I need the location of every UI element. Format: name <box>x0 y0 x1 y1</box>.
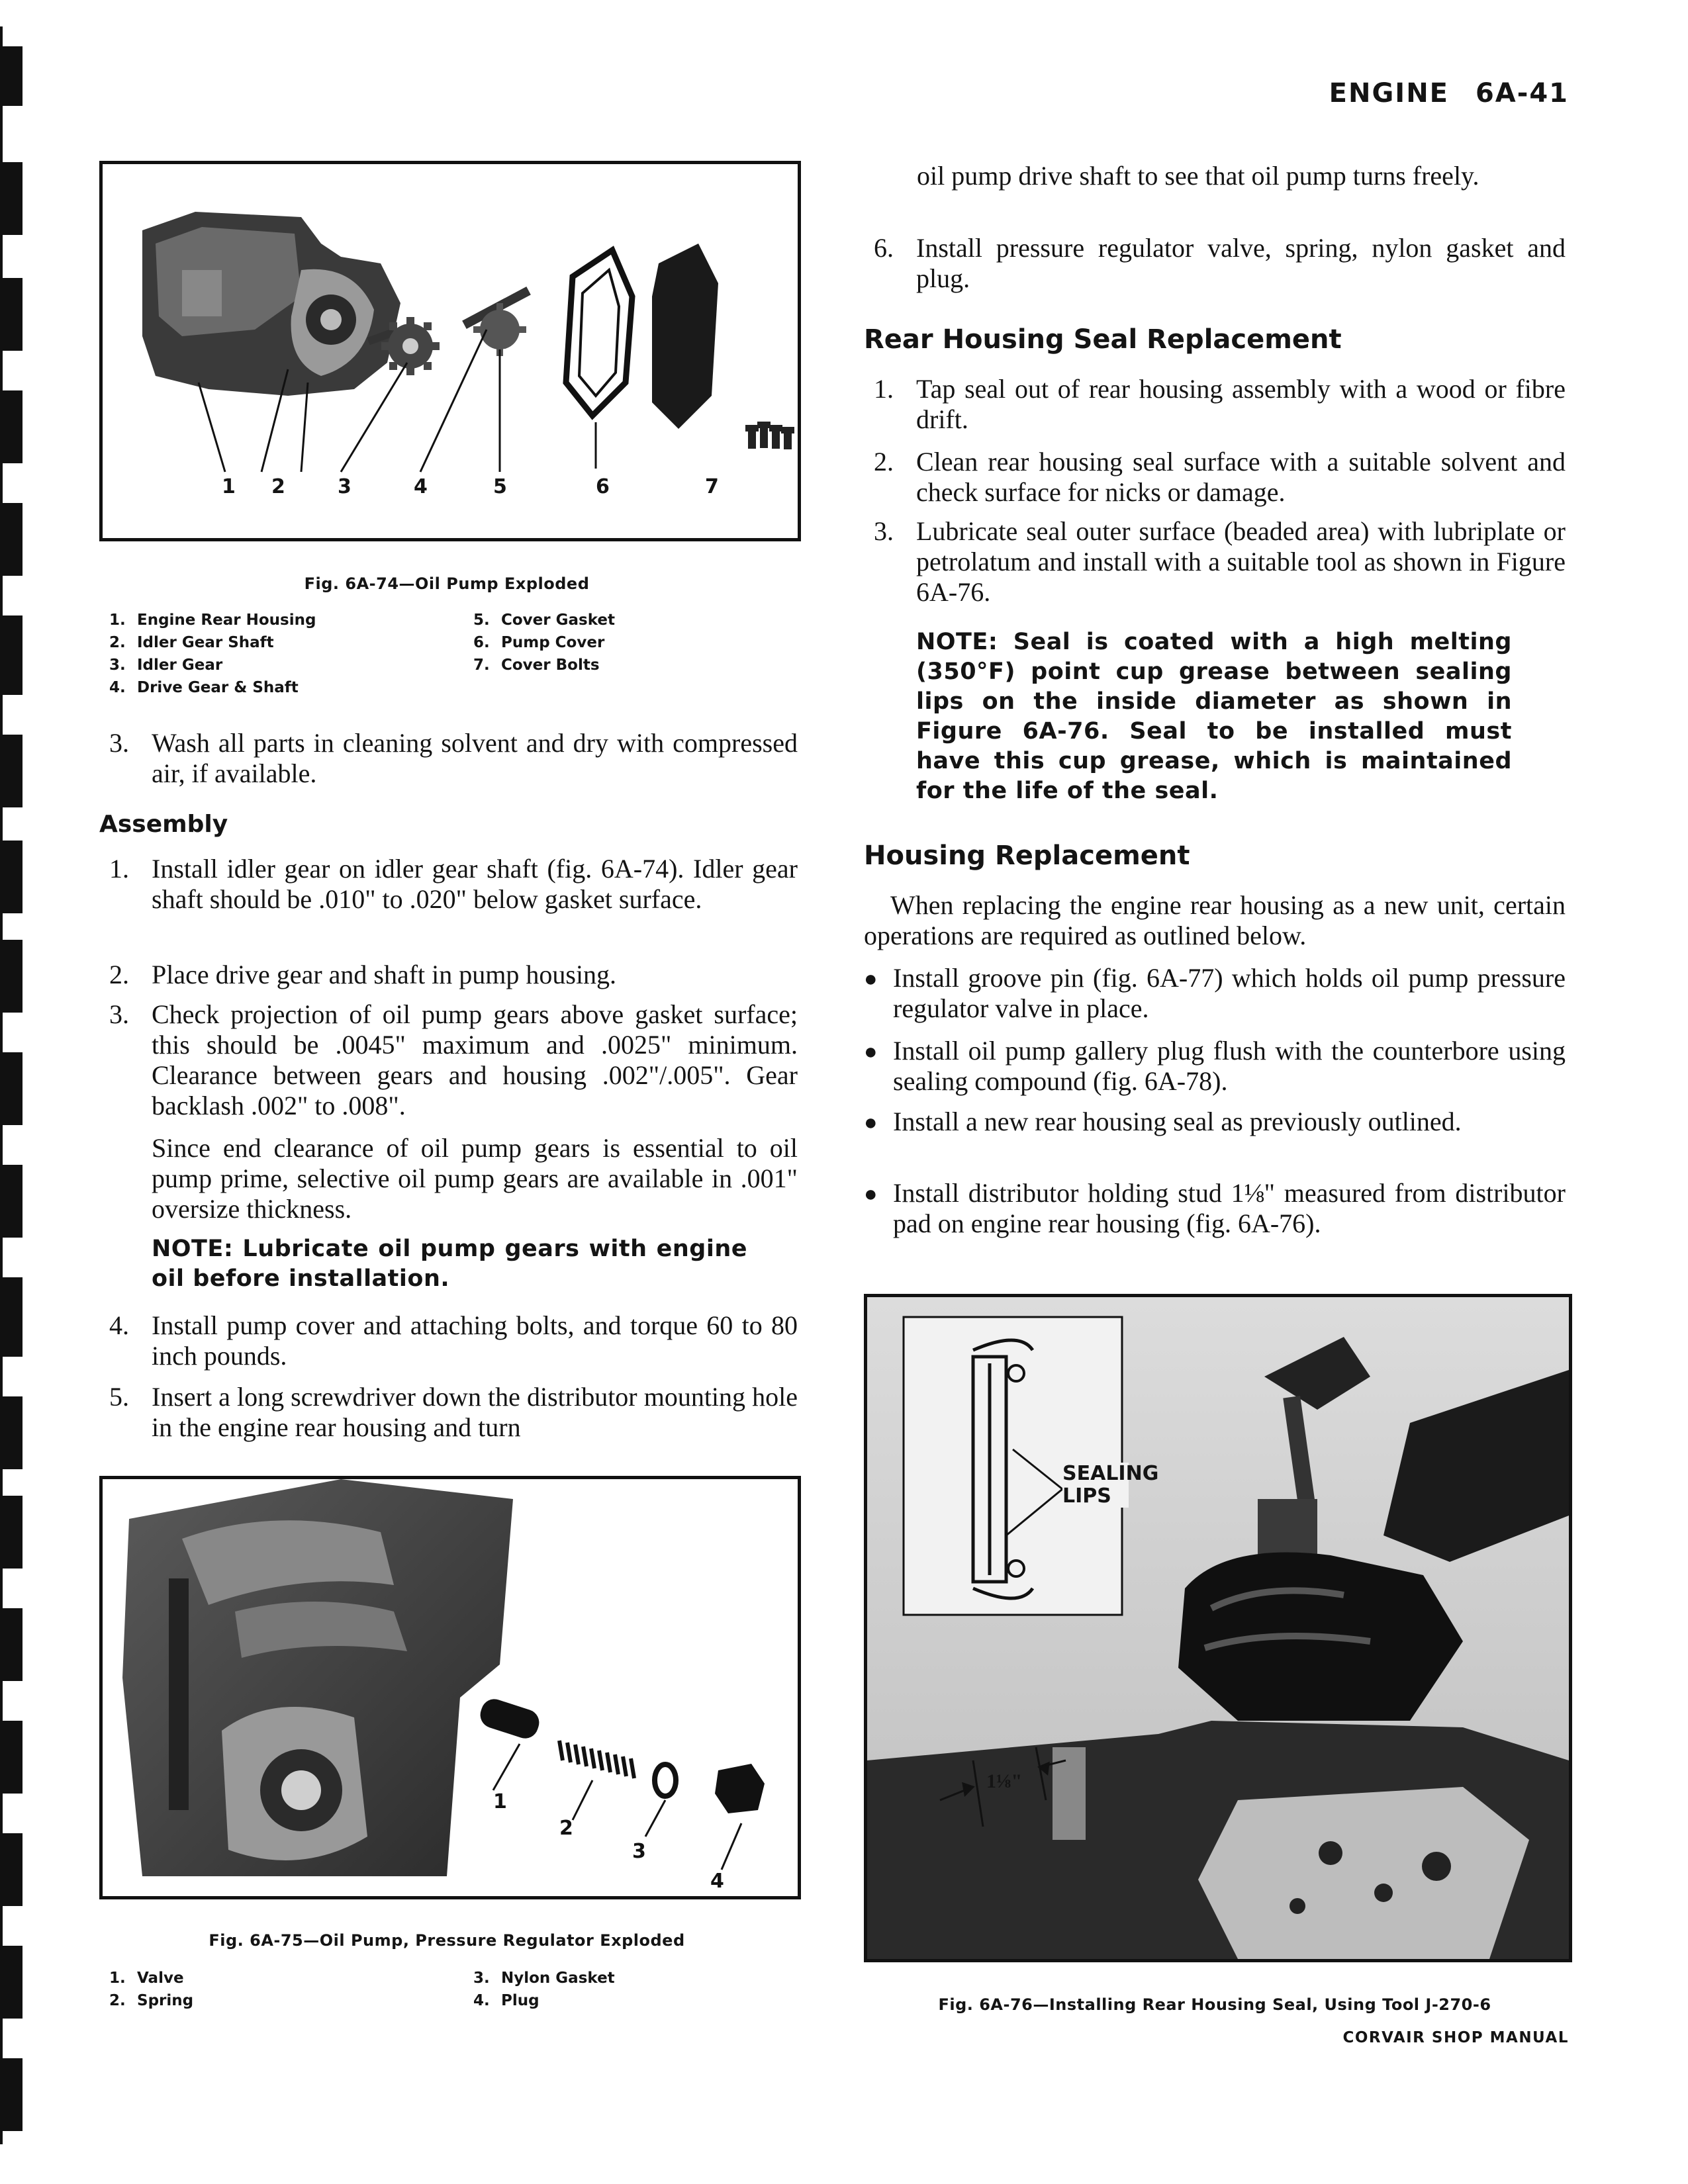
binding-mark <box>0 1608 23 1681</box>
page-header <box>1313 78 1569 109</box>
fig74-label: 5 <box>493 475 507 498</box>
header-page-number: 6A-41 <box>1475 78 1569 109</box>
fig74-legend-left: 1. Engine Rear Housing 2. Idler Gear Shaft 3. Idler Gear 4. Drive Gear & Shaft <box>109 612 316 696</box>
step-6: 6. Install pressure regulator valve, spring, nylon gasket and plug. <box>874 233 1566 293</box>
housing-replacement-heading: Housing Replacement <box>864 841 1190 871</box>
assembly-step-3: 3. Check projection of oil pump gears above gasket surface; this should be .0045" maximum and .0025" minimum. Clearance between gears and housing .002"/.005". Gear backlash .002" to .008". <box>109 999 798 1120</box>
page-footer: CORVAIR SHOP MANUAL <box>1342 2029 1569 2046</box>
rear-housing-seal-install-photo <box>867 1297 1569 1959</box>
fig75-label: 4 <box>710 1870 724 1893</box>
binding-mark <box>0 2058 23 2131</box>
fig74-label: 7 <box>705 475 719 498</box>
binding-mark <box>0 278 23 351</box>
assembly-step-5: 5. Insert a long screwdriver down the distributor mounting hole in the engine rear housing and turn <box>109 1382 798 1442</box>
fig75-label: 3 <box>632 1840 646 1863</box>
assembly-heading: Assembly <box>99 811 228 838</box>
assembly-step-4: 4. Install pump cover and attaching bolts, and torque 60 to 80 inch pounds. <box>109 1310 798 1371</box>
fig74-legend-right: 5. Cover Gasket 6. Pump Cover 7. Cover Bolts <box>473 612 615 674</box>
header-section: ENGINE <box>1329 78 1449 109</box>
pressure-regulator-exploded-photo <box>103 1479 798 1896</box>
figure-6a-74 <box>99 161 801 541</box>
fig74-caption: Fig. 6A-74—Oil Pump Exploded <box>304 574 590 593</box>
housing-bullet: ● Install a new rear housing seal as previously outlined. <box>864 1107 1462 1136</box>
rear-housing-seal-heading: Rear Housing Seal Replacement <box>864 324 1342 355</box>
fig75-legend-right: 3. Nylon Gasket 4. Plug <box>473 1970 615 2009</box>
binding-mark <box>0 1946 23 2019</box>
binding-mark <box>0 1277 23 1357</box>
seal-note: NOTE: Seal is coated with a high melting (350°F) point cup grease between sealing lips on the inside diameter as shown in Figure 6A-76. Seal to be installed must have this cup grease, which is maintained for the life of the seal. <box>916 629 1512 804</box>
assembly-step-1: 1. Install idler gear on idler gear shaft (fig. 6A-74). Idler gear shaft should be .010" to .020" below gasket surface. <box>109 854 798 914</box>
continued-step-text: oil pump drive shaft to see that oil pump turns freely. <box>917 161 1479 191</box>
binding-mark <box>0 841 23 913</box>
disassembly-step-3: 3. Wash all parts in cleaning solvent and dry with compressed air, if available. <box>109 728 798 788</box>
binding-mark <box>0 1496 23 1569</box>
fig74-label: 4 <box>414 475 428 498</box>
binding-mark <box>0 390 23 463</box>
fig76-caption: Fig. 6A-76—Installing Rear Housing Seal, Using Tool J-270-6 <box>938 1995 1491 2014</box>
fig74-label: 3 <box>338 475 352 498</box>
housing-bullet: ● Install groove pin (fig. 6A-77) which holds oil pump pressure regulator valve in place. <box>864 963 1566 1023</box>
fig74-label: 6 <box>596 475 610 498</box>
assembly-step-2: 2. Place drive gear and shaft in pump housing. <box>109 960 617 989</box>
dimension-label: 1⅛" <box>986 1770 1023 1792</box>
assembly-note: NOTE: Lubricate oil pump gears with engine oil before installation. <box>152 1236 747 1292</box>
binding-mark <box>0 1165 23 1238</box>
binding-mark <box>0 503 23 576</box>
sealing-lips-label: SEALING LIPS <box>1062 1462 1159 1508</box>
housing-replacement-paragraph: When replacing the engine rear housing as a new unit, certain operations are required as outlined below. <box>864 890 1566 950</box>
fig75-label: 1 <box>493 1790 507 1813</box>
binding-mark <box>0 1833 23 1906</box>
figure-6a-76 <box>864 1294 1572 1962</box>
rear-step-2: 2. Clean rear housing seal surface with a suitable solvent and check surface for nicks or damage. <box>874 447 1566 507</box>
housing-bullet: ● Install oil pump gallery plug flush with the counterbore using sealing compound (fig. 6A-78). <box>864 1036 1566 1096</box>
rear-step-3: 3. Lubricate seal outer surface (beaded area) with lubriplate or petrolatum and install with a suitable tool as shown in Figure 6A-76. <box>874 516 1566 607</box>
housing-bullet: ● Install distributor holding stud 1⅛" measured from distributor pad on engine rear housing (fig. 6A-76). <box>864 1178 1566 1238</box>
rear-step-1: 1. Tap seal out of rear housing assembly with a wood or fibre drift. <box>874 374 1566 434</box>
fig74-label: 2 <box>271 475 285 498</box>
binding-mark <box>0 46 23 106</box>
binding-mark <box>0 1052 23 1125</box>
figure-6a-75 <box>99 1476 801 1899</box>
binding-mark <box>0 735 23 807</box>
assembly-paragraph: Since end clearance of oil pump gears is essential to oil pump prime, selective oil pump gears are available in .001" oversize thickness. <box>152 1133 798 1224</box>
binding-mark <box>0 1721 23 1794</box>
oil-pump-exploded-illustration <box>103 164 798 538</box>
binding-mark <box>0 162 23 235</box>
fig75-legend-left: 1. Valve 2. Spring <box>109 1970 194 2009</box>
fig75-caption: Fig. 6A-75—Oil Pump, Pressure Regulator Exploded <box>209 1931 685 1950</box>
binding-mark <box>0 940 23 1013</box>
binding-mark <box>0 1396 23 1469</box>
fig74-label: 1 <box>222 475 236 498</box>
fig75-label: 2 <box>559 1817 573 1840</box>
binding-mark <box>0 615 23 695</box>
